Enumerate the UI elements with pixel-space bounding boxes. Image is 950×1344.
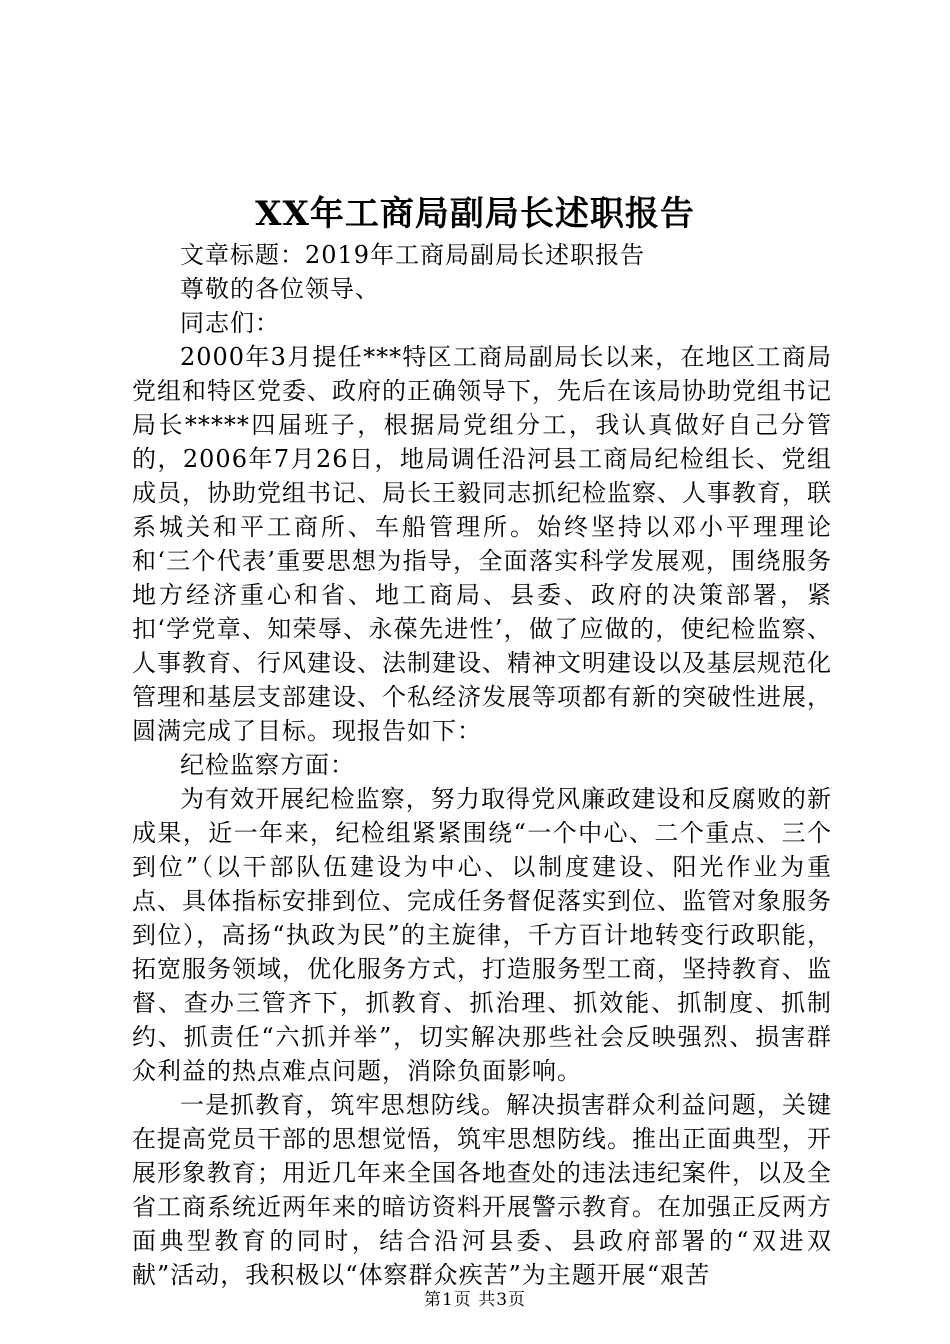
education-paragraph: 一是抓教育，筑牢思想防线。解决损害群众利益问题，关键在提高党员干部的思想觉悟，筑牢思想防线。推出正面典型，开展形象教育；用近几年来全国各地查处的违法违纪案件，以及全省工商系统近两年来的暗访资料开展警示教育。在加强正反两方面典型教育的同时，结合沿河县委、县政府部署的“双进双献”活动，我积极以“体察群众疾苦”为主题开展“艰苦 [132,1091,832,1289]
document-body [132,238,832,1292]
document-title: XX年工商局副局长述职报告 [255,194,695,234]
section-heading: 纪检监察方面： [180,751,355,779]
salutation-line-2: 同志们： [180,309,280,337]
intro-paragraph: 2000年3月提任***特区工商局副局长以来，在地区工商局党组和特区党委、政府的正确领导下，先后在该局协助党组书记局长*****四届班子，根据局党组分工，我认真做好自己分管的，2006年7月26日，地局调任沿河县工商局纪检组长、党组成员，协助党组书记、局长王毅同志抓纪检监察、人事教育，联系城关和平工商所、车船管理所。始终坚持以邓小平理理论和‘三个代表’重要思想为指导，全面落实科学发展观，围绕服务地方经济重心和省、地工商局、县委、政府的决策部署，紧扣‘学党章、知荣辱、永葆先进性’，做了应做的，使纪检监察、人事教育、行风建设、法制建设、精神文明建设以及基层规范化管理和基层支部建设、个私经济发展等项都有新的突破性进展，圆满完成了目标。现报告如下： [132,343,832,745]
article-title-line: 文章标题：2019年工商局副局长述职报告 [180,241,646,269]
discipline-paragraph: 为有效开展纪检监察，努力取得党风廉政建设和反腐败的新成果，近一年来，纪检组紧紧围绕“一个中心、二个重点、三个到位”（以干部队伍建设为中心、以制度建设、阳光作业为重点、具体指标安排到位、完成任务督促落实到位、监管对象服务到位），高扬“执政为民”的主旋律，千方百计地转变行政职能，拓宽服务领域，优化服务方式，打造服务型工商，坚持教育、监督、查办三管齐下，抓教育、抓治理、抓效能、抓制度、抓制约、抓责任“六抓并举”，切实解决那些社会反映强烈、损害群众利益的热点难点问题，消除负面影响。 [132,785,832,1085]
salutation-line-1: 尊敬的各位领导、 [180,275,380,303]
page-number-footer: 第1页 共3页 [423,1290,527,1310]
